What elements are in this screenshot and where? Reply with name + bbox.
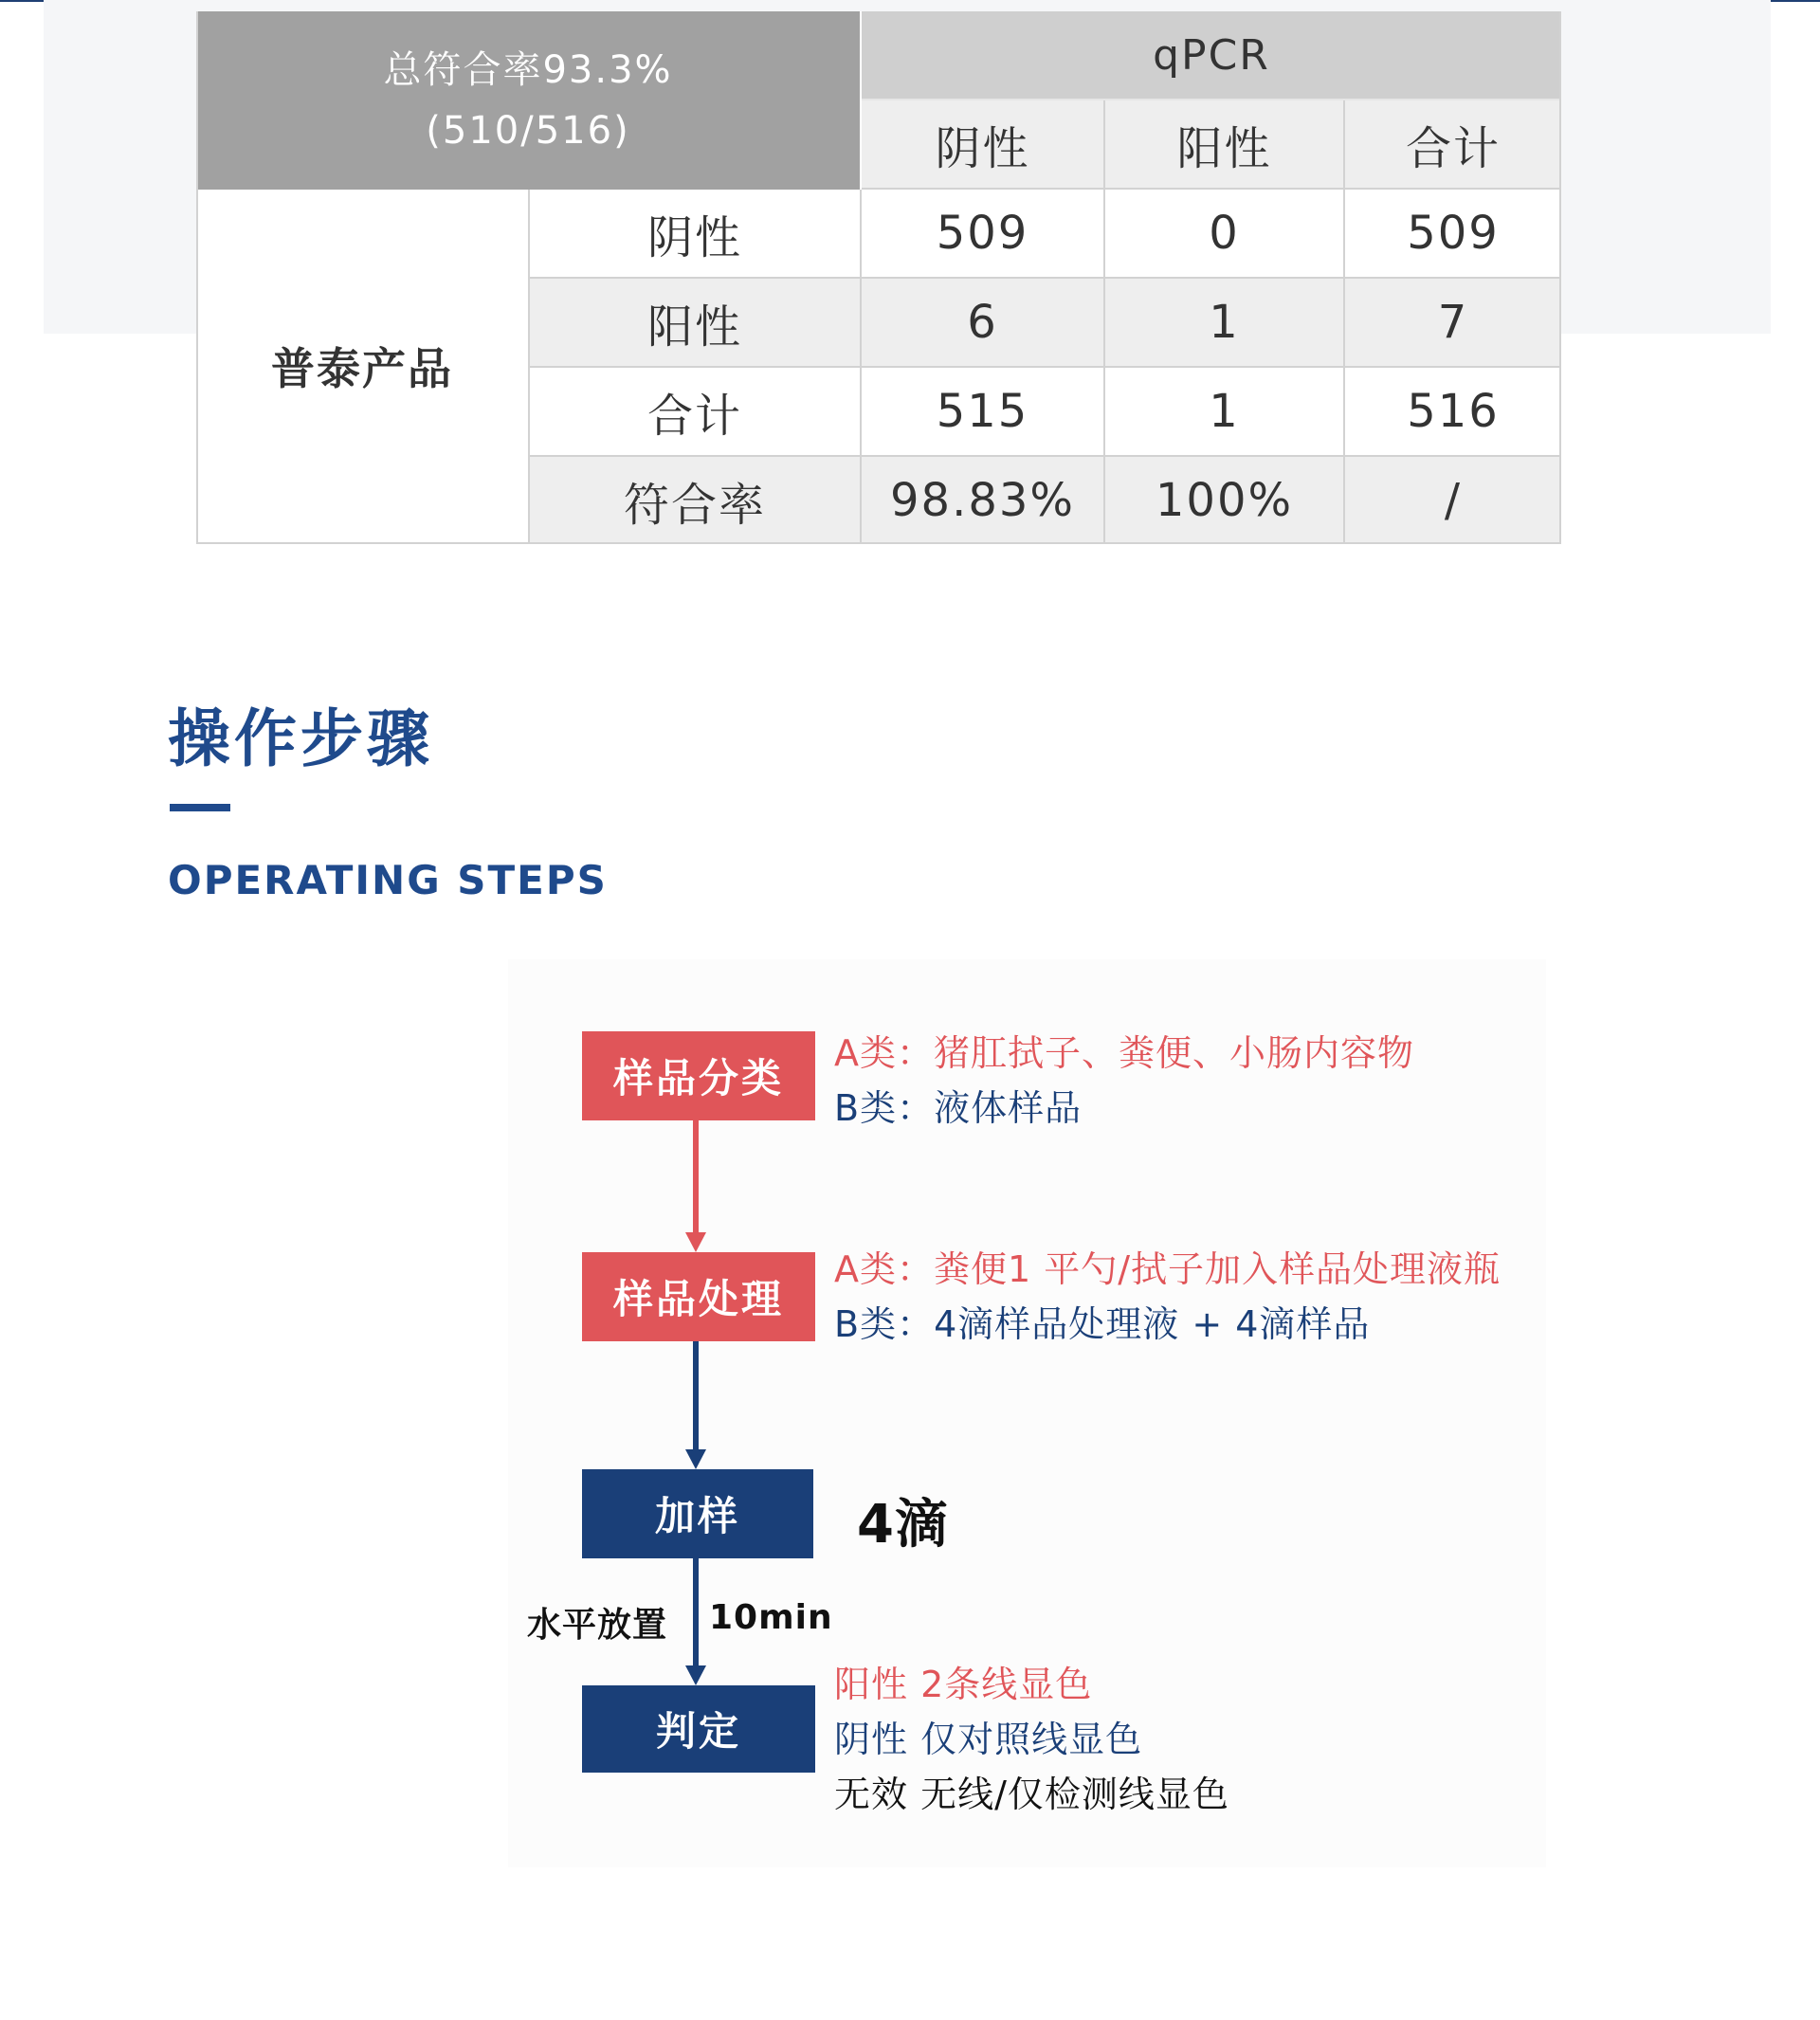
row-label-total: 合计: [530, 368, 862, 457]
table-header-total-rate: [196, 11, 862, 190]
corner-accent-right: [1771, 0, 1820, 2]
arrow-down-icon: [685, 1449, 706, 1469]
total-rate-text: 总符合率93.3%: [383, 48, 673, 92]
connector-line-3: [693, 1558, 699, 1665]
arrow-down-icon: [685, 1232, 706, 1252]
table-cell: 7: [1345, 279, 1561, 368]
row-label-negative: 阴性: [530, 190, 862, 279]
wait-time: 10min: [709, 1598, 833, 1637]
col-header-total: 合计: [1345, 100, 1561, 190]
total-rate-fraction: (510/516): [426, 109, 630, 153]
row-label-agreement-rate: 符合率: [530, 457, 862, 544]
step1-note-a: A类：猪肛拭子、粪便、小肠内容物: [834, 1032, 1414, 1074]
section-title: 操作步骤: [168, 702, 433, 775]
table-cell: 516: [1345, 368, 1561, 457]
result-invalid: 无效 无线/仅检测线显色: [834, 1774, 1229, 1815]
table-cell: 1: [1105, 279, 1345, 368]
step3-drop-count: 4滴: [857, 1494, 949, 1556]
step-sample-processing: 样品处理: [582, 1252, 815, 1341]
table-cell: 98.83%: [862, 457, 1105, 544]
step2-note-a: A类：粪便1 平勺/拭子加入样品处理液瓶: [834, 1248, 1502, 1290]
step-add-sample: 加样: [582, 1469, 813, 1558]
table-cell: 515: [862, 368, 1105, 457]
step1-note-b: B类：液体样品: [834, 1087, 1083, 1129]
connector-line-1: [693, 1120, 699, 1232]
result-positive: 阳性 2条线显色: [834, 1664, 1093, 1705]
step-sample-classification: 样品分类: [582, 1031, 815, 1120]
step-judgement: 判定: [582, 1685, 815, 1773]
col-header-positive: 阳性: [1105, 100, 1345, 190]
section-subtitle: OPERATING STEPS: [168, 857, 608, 903]
row-group-label: 普泰产品: [196, 190, 530, 544]
table-cell: 1: [1105, 368, 1345, 457]
table-cell: 509: [862, 190, 1105, 279]
wait-label: 水平放置: [527, 1606, 668, 1645]
section-title-underline: [170, 804, 230, 811]
arrow-down-icon: [685, 1665, 706, 1685]
table-cell: 100%: [1105, 457, 1345, 544]
row-label-positive: 阳性: [530, 279, 862, 368]
table-cell: 0: [1105, 190, 1345, 279]
table-cell: /: [1345, 457, 1561, 544]
step2-note-b: B类：4滴样品处理液 + 4滴样品: [834, 1303, 1371, 1345]
table-header-qpcr: qPCR: [862, 11, 1561, 100]
table-cell: 6: [862, 279, 1105, 368]
corner-accent-left: [0, 0, 44, 2]
table-cell: 509: [1345, 190, 1561, 279]
connector-line-2: [693, 1341, 699, 1449]
col-header-negative: 阴性: [862, 100, 1105, 190]
comparison-table: [196, 11, 1561, 544]
result-negative: 阴性 仅对照线显色: [834, 1719, 1143, 1760]
